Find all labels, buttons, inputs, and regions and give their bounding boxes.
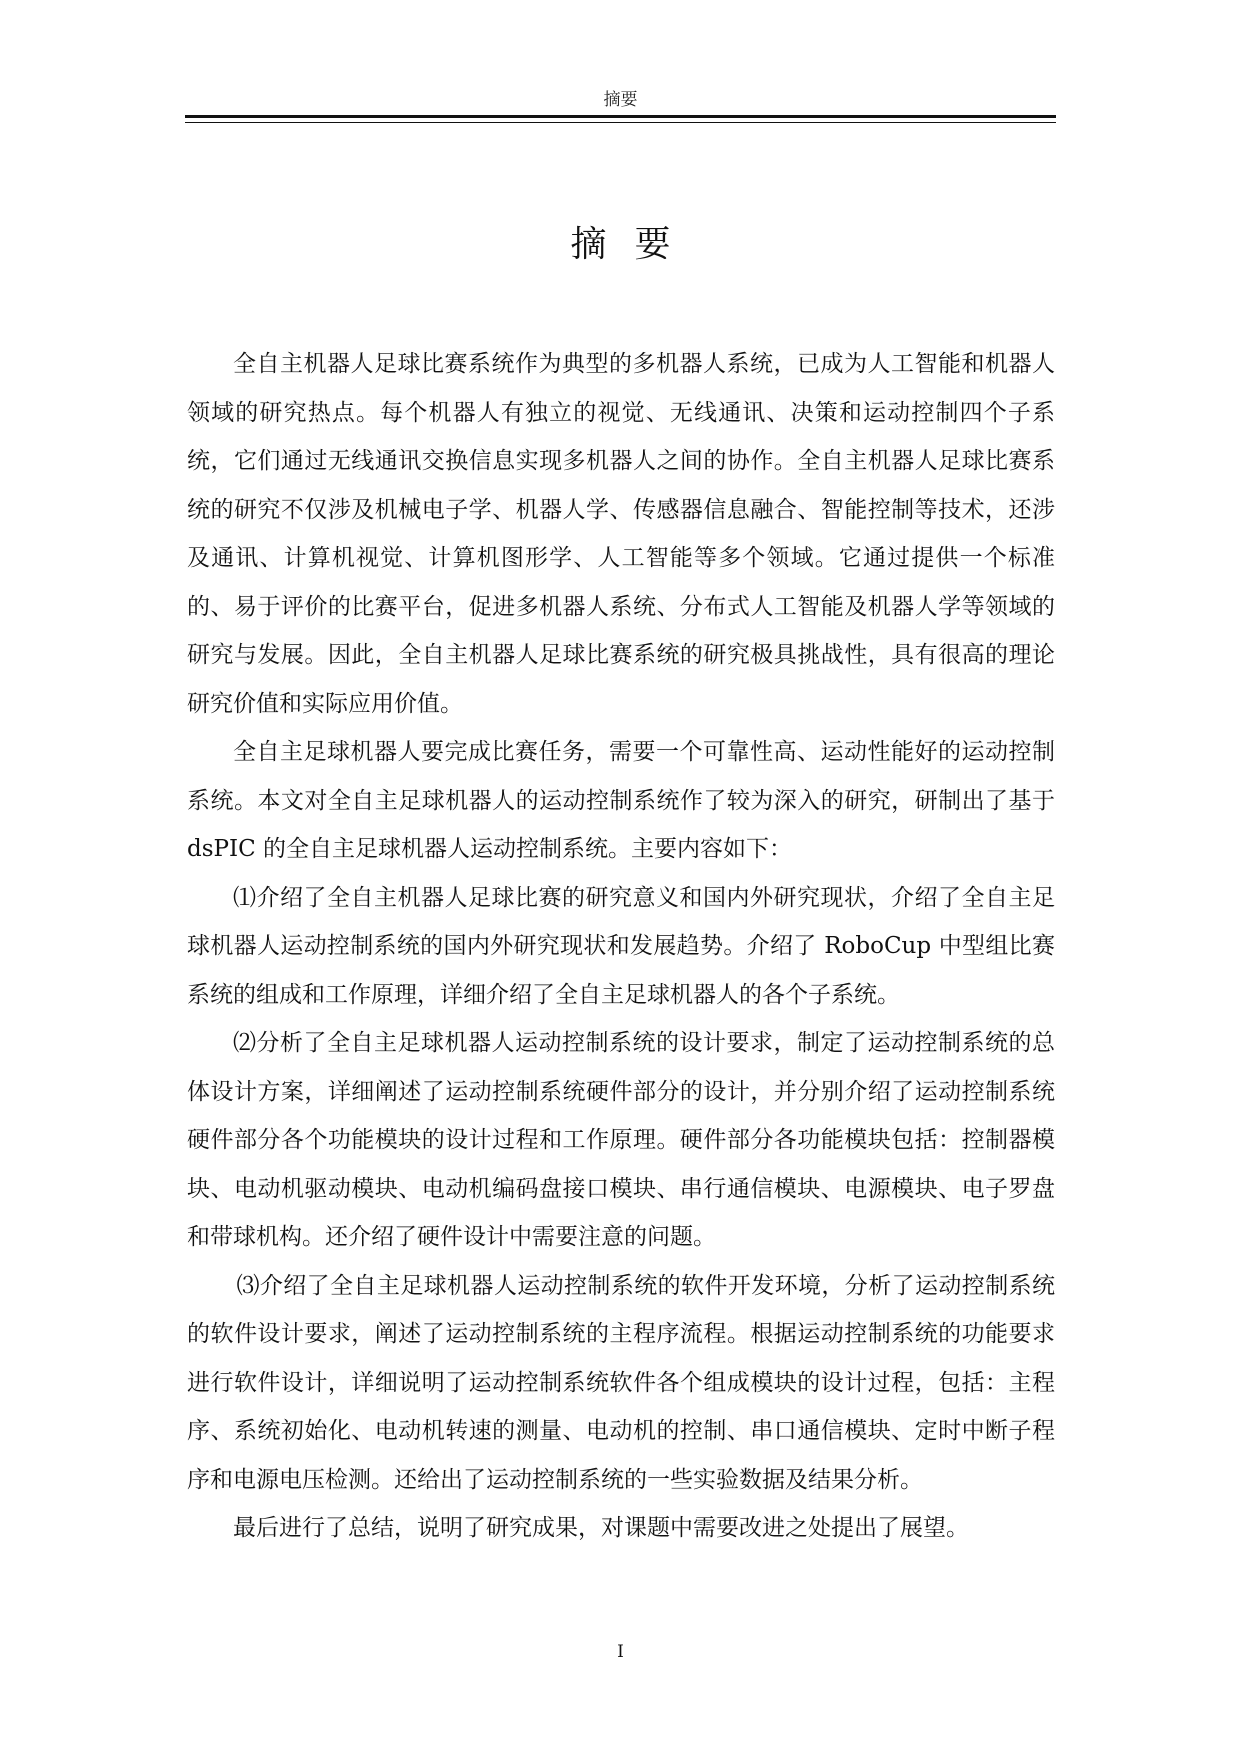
page-number: I [617, 1642, 624, 1662]
header-rule-thick [185, 115, 1056, 118]
abstract-body [187, 340, 1055, 1553]
paragraph-item-2: ⑵分析了全自主足球机器人运动控制系统的设计要求，制定了运动控制系统的总体设计方案，详细阐述了运动控制系统硬件部分的设计，并分别介绍了运动控制系统硬件部分各个功能模块的设计过程和工作原理。硬件部分各功能模块包括：控制器模块、电动机驱动模块、电动机编码盘接口模块、串行通信模块、电源模块、电子罗盘和带球机构。还介绍了硬件设计中需要注意的问题。 [187, 1030, 1055, 1250]
paragraph-overview: 全自主足球机器人要完成比赛任务，需要一个可靠性高、运动性能好的运动控制系统。本文对全自主足球机器人的运动控制系统作了较为深入的研究，研制出了基于 dsPIC 的全自主足球机器人运动控制系统。主要内容如下： [187, 739, 1055, 862]
paragraph-conclusion: 最后进行了总结，说明了研究成果，对课题中需要改进之处提出了展望。 [233, 1515, 969, 1541]
paragraph-item-3: ⑶介绍了全自主足球机器人运动控制系统的软件开发环境，分析了运动控制系统的软件设计要求，阐述了运动控制系统的主程序流程。根据运动控制系统的功能要求进行软件设计，详细说明了运动控制系统软件各个组成模块的设计过程，包括：主程序、系统初始化、电动机转速的测量、电动机的控制、串口通信模块、定时中断子程序和电源电压检测。还给出了运动控制系统的一些实验数据及结果分析。 [187, 1272, 1055, 1493]
paragraph-intro: 全自主机器人足球比赛系统作为典型的多机器人系统，已成为人工智能和机器人领域的研究热点。每个机器人有独立的视觉、无线通讯、决策和运动控制四个子系统，它们通过无线通讯交换信息实现多机器人之间的协作。全自主机器人足球比赛系统的研究不仅涉及机械电子学、机器人学、传感器信息融合、智能控制等技术，还涉及通讯、计算机视觉、计算机图形学、人工智能等多个领域。它通过提供一个标准的、易于评价的比赛平台，促进多机器人系统、分布式人工智能及机器人学等领域的研究与发展。因此，全自主机器人足球比赛系统的研究极具挑战性，具有很高的理论研究价值和实际应用价值。 [187, 351, 1055, 717]
header-rule-thin [185, 122, 1056, 123]
paragraph-item-1: ⑴介绍了全自主机器人足球比赛的研究意义和国内外研究现状，介绍了全自主足球机器人运动控制系统的国内外研究现状和发展趋势。介绍了 RoboCup 中型组比赛系统的组成和工作原理，详细介绍了全自主足球机器人的各个子系统。 [187, 884, 1055, 1008]
running-header: 摘要 [603, 90, 638, 110]
abstract-title: 摘要 [570, 224, 699, 265]
